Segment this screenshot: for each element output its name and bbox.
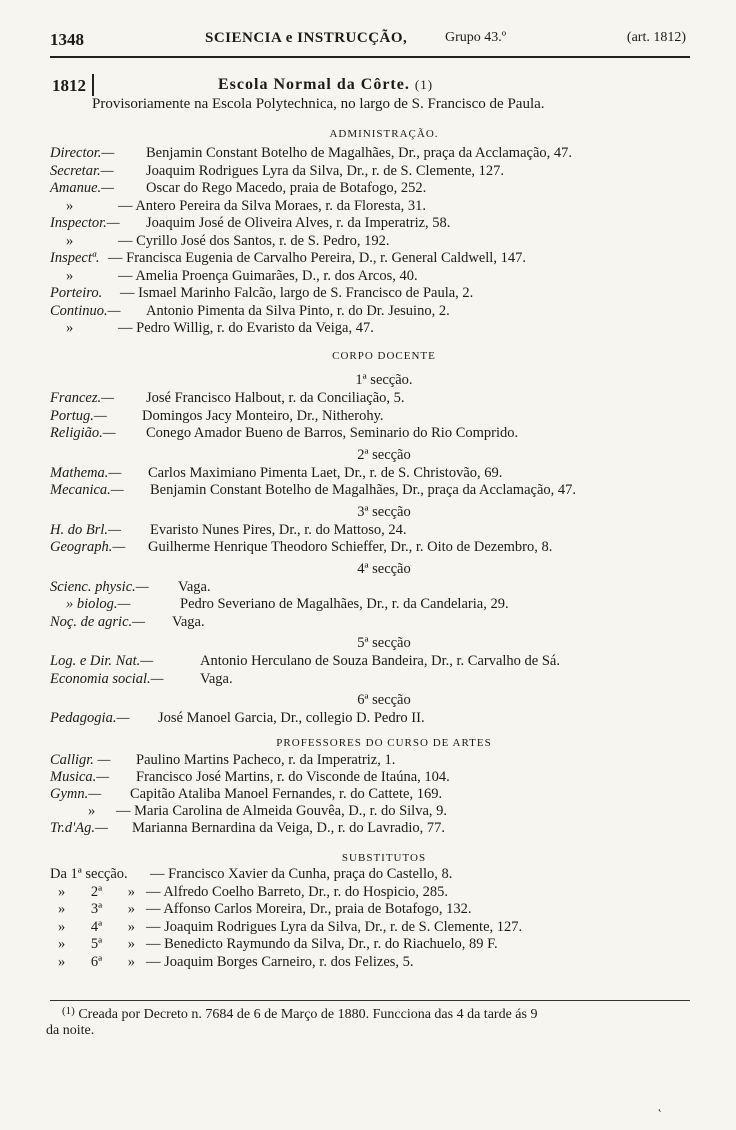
entry-label: Director.— [50, 145, 115, 161]
entry-text: Evaristo Nunes Pires, Dr., r. do Mattoso, 24. [150, 521, 407, 538]
entry-label: Porteiro. [50, 285, 103, 301]
subsection-title: 1ª secção. [355, 372, 413, 388]
entry-text: — Francisca Eugenia de Carvalho Pereira, D., r. General Caldwell, 147. [108, 250, 526, 266]
entry-text: — Francisco Xavier da Cunha, praça do Castello, 8. [150, 866, 453, 882]
footnote-line-1: $^{(1)}$ Creada por Decreto n. 7684 de 6 de Março de 1880. Funcciona das 4 da tarde ás 9 [62, 1005, 538, 1022]
entry-label: Mecanica.— [50, 482, 124, 498]
entry-text: Joaquim José de Oliveira Alves, r. da Imperatriz, 58. [146, 215, 451, 231]
entry-text: Francisco José Martins, r. do Visconde de Itaúna, 104. [136, 769, 450, 785]
entry-text: José Francisco Halbout, r. da Conciliação, 5. [146, 390, 405, 406]
school-title: Escola Normal da Côrte. (1) [218, 76, 434, 93]
entry-text: — Amelia Proença Guimarães, D., r. dos Arcos, 40. [118, 267, 418, 284]
entry-label: » [66, 197, 74, 214]
entry-label: Noç. de agric.— [50, 613, 146, 630]
entry-text: Guilherme Henrique Theodoro Schieffer, Dr., r. Oito de Dezembro, 8. [148, 539, 553, 555]
entry-label: » biolog.— [66, 596, 131, 612]
section-heading-substitutos: SUBSTITUTOS [341, 852, 427, 864]
entry-label: » [66, 320, 74, 336]
entry-text: Domingos Jacy Monteiro, Dr., Nitherohy. [142, 407, 384, 424]
entry-text: — Maria Carolina de Almeida Gouvêa, D., r. do Silva, 9. [116, 803, 448, 819]
entry-text: Benjamin Constant Botelho de Magalhães, Dr., praça da Acclamação, 47. [146, 145, 573, 161]
substitute-section-label: » 4ª » [58, 918, 136, 935]
page-number: 1348 [50, 30, 84, 49]
entry-text: Pedro Severiano de Magalhães, Dr., r. da Candelaria, 29. [180, 596, 509, 612]
substitute-section-label: » 5ª » [58, 936, 136, 952]
entry-label: » [66, 267, 74, 284]
entry-text: — Affonso Carlos Moreira, Dr., praia de Botafogo, 132. [146, 901, 472, 917]
entry-label: Tr.d'Ag.— [50, 820, 108, 836]
subsection-title: 6ª secção [357, 692, 411, 708]
entry-label: Geograph.— [50, 539, 126, 555]
entry-text: — Ismael Marinho Falcão, largo de S. Francisco de Paula, 2. [120, 285, 474, 301]
substitute-section-label: Da 1ª secção. [50, 866, 128, 882]
entry-text: José Manoel Garcia, Dr., collegio D. Pedro II. [158, 710, 425, 726]
entry-text: Marianna Bernardina da Veiga, D., r. do Lavradio, 77. [132, 820, 445, 836]
article-number: 1812 [52, 76, 86, 95]
entry-label: Scienc. physic.— [50, 578, 149, 595]
entry-text: — Cyrillo José dos Santos, r. de S. Pedro, 192. [118, 232, 390, 249]
entry-text: Vaga. [178, 578, 211, 595]
subsection-title: 3ª secção [357, 503, 411, 520]
entry-label: Gymn.— [50, 786, 102, 802]
subsection-title: 5ª secção [357, 635, 411, 651]
page-mark: ˛ [658, 1098, 662, 1112]
entry-text: Conego Amador Bueno de Barros, Seminario do Rio Comprido. [146, 425, 519, 441]
substitute-section-label: » 6ª » [58, 953, 136, 970]
footnote-rule [50, 1000, 690, 1001]
section-heading-administracao: ADMINISTRAÇÃO. [329, 128, 439, 140]
group-label: Grupo 43.º [445, 30, 507, 45]
entry-text: Vaga. [172, 613, 205, 630]
entry-text: Antonio Pimenta da Silva Pinto, r. do Dr. Jesuino, 2. [146, 302, 450, 319]
entry-text: — Benedicto Raymundo da Silva, Dr., r. do Riachuelo, 89 F. [146, 936, 498, 952]
entry-text: Capitão Ataliba Manoel Fernandes, r. do Cattete, 169. [130, 786, 443, 802]
entry-label: Continuo.— [50, 302, 121, 319]
running-title: SCIENCIA e INSTRUCÇÃO, [205, 30, 408, 46]
entry-label: Secretar.— [50, 162, 114, 179]
entry-label: Pedagogia.— [50, 710, 130, 726]
entry-text: Oscar do Rego Macedo, praia de Botafogo, 252. [146, 180, 427, 196]
article-reference: (art. 1812) [626, 30, 686, 45]
article-bracket [92, 74, 94, 96]
entry-label: » [88, 803, 96, 819]
school-location: Provisoriamente na Escola Polytechnica, no largo de S. Francisco de Paula. [92, 96, 545, 112]
entry-text: — Alfredo Coelho Barreto, Dr., r. do Hospicio, 285. [146, 883, 449, 900]
entry-text: — Joaquim Borges Carneiro, r. dos Felizes, 5. [146, 953, 414, 970]
entry-text: Vaga. [200, 670, 233, 687]
entry-label: H. do Brl.— [50, 521, 121, 538]
entry-text: Paulino Martins Pacheco, r. da Imperatriz, 1. [136, 752, 396, 768]
footnote-line-2: da noite. [46, 1023, 95, 1038]
entry-text: — Pedro Willig, r. do Evaristo da Veiga, 47. [118, 320, 374, 336]
entry-label: Inspector.— [50, 215, 120, 231]
page-header [50, 28, 690, 58]
entry-label: Francez.— [50, 390, 115, 406]
entry-label: Inspectª. [50, 250, 100, 266]
entry-label: Portug.— [50, 407, 107, 424]
subsection-title: 2ª secção [357, 446, 411, 463]
entry-text: — Joaquim Rodrigues Lyra da Silva, Dr., r. de S. Clemente, 127. [146, 918, 523, 935]
entry-label: Calligr. — [50, 752, 111, 768]
footnote-marker: (1) [62, 1005, 75, 1017]
entry-label: » [66, 232, 74, 249]
entry-label: Religião.— [50, 425, 116, 441]
substitute-section-label: » 2ª » [58, 883, 136, 900]
entry-text: — Antero Pereira da Silva Moraes, r. da Floresta, 31. [118, 197, 427, 214]
entry-label: Economia social.— [50, 670, 164, 687]
entry-label: Log. e Dir. Nat.— [50, 653, 154, 669]
entry-text: Joaquim Rodrigues Lyra da Silva, Dr., r. de S. Clemente, 127. [146, 162, 505, 179]
section-heading-professores: PROFESSORES DO CURSO DE ARTES [276, 737, 492, 749]
entry-label: Musica.— [50, 769, 110, 785]
substitute-section-label: » 3ª » [58, 901, 136, 917]
section-heading-corpo-docente: CORPO DOCENTE [332, 350, 436, 362]
entry-text: Antonio Herculano de Souza Bandeira, Dr., r. Carvalho de Sá. [200, 653, 560, 669]
entry-label: Amanue.— [50, 180, 115, 196]
footnote-ref: (1) [414, 77, 434, 92]
entry-label: Mathema.— [50, 464, 122, 481]
subsection-title: 4ª secção [357, 560, 411, 577]
entry-text: Carlos Maximiano Pimenta Laet, Dr., r. de S. Christovão, 69. [148, 464, 503, 481]
entry-text: Benjamin Constant Botelho de Magalhães, Dr., praça da Acclamação, 47. [150, 482, 577, 498]
